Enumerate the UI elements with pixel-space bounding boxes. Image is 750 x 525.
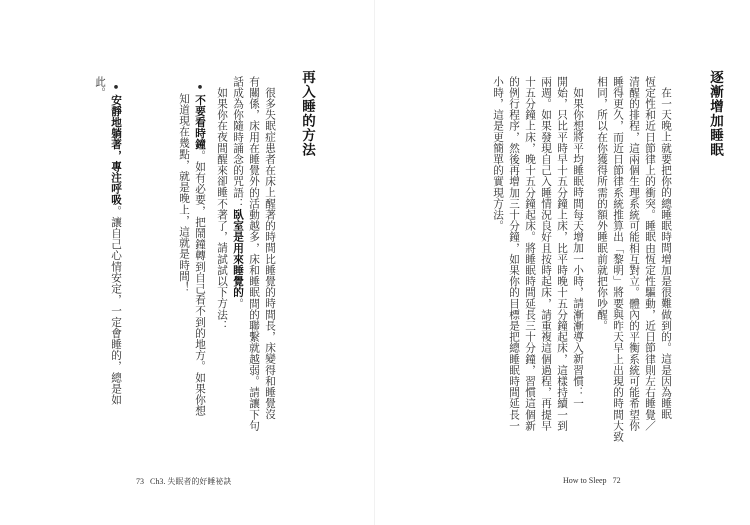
text-fragment: 話成為你隨時誦念的咒語： [232,76,244,210]
text-line: 開始，只比平時早十五分鐘上床，比平時晚十五分鐘起床，這樣持續一到 [556,76,568,432]
text-line: 如果你在夜間醒來卻睡不著了，請試試以下方法： [216,87,228,332]
text-line: 此。 [94,76,106,99]
bullet-item-breath [108,76,124,405]
section-heading-gradual [705,70,725,157]
text-line: 睡得更久，而近日節律系統推算出「黎明」將要與昨天早上出現的時間大致 [612,76,624,443]
text-line: 的例行程序，然後再增加三十分鐘，如果你的目標是把總睡眠時間延長一 [508,76,520,432]
heading-text: 再入睡的方法 [299,70,315,157]
text-fragment: 。 [232,298,244,310]
text-line: 十五分鐘上床，晚十五分鐘起床。將睡眠時間延長三十分鐘，習慣這個新 [524,76,536,432]
folio-right [563,476,627,485]
text-line: 知道現在幾點，就是晚上，這就是時間！ [178,93,190,293]
bullet-marker: • [194,82,206,95]
text-line: 有關係，床用在睡覺外的活動越多，床和睡眠間的聯繫就越弱。請讓下句 [248,76,260,432]
text-line: 清醒的排程，這兩個生理系統可能相互對立。體內的平衡系統可能希望你 [628,76,640,432]
section-heading-resleep [297,70,317,157]
text-fragment: 。 [110,205,122,217]
bullet-title: 安靜地躺著，專注呼吸 [110,94,122,206]
text-fragment: 讓自己心情安定，一定會睡的，總是如 [110,216,122,406]
heading-text: 逐漸增加睡眠 [707,70,723,157]
text-line: 如果你想將平均睡眠時間每天增加一小時，請漸漸導入新習慣：一 [572,87,584,409]
chapter-title: Ch3. 失眠者的好睡祕訣 [150,477,232,486]
mantra-emphasis: 臥室是用來睡覺的 [232,209,244,299]
text-line-mantra [230,76,246,309]
text-line: 小時，這是更簡單的實現方法。 [492,76,504,232]
text-line: 相同，所以在你獲得所需的額外睡眠前就把你吵醒。 [596,76,608,332]
text-line: 恆定性和近日節律上的衝突。睡眠由恆定性驅動，近日節律則左右睡覺／ [644,76,656,432]
bullet-marker: • [110,82,122,95]
page-number: 72 [612,476,621,485]
folio-left [136,476,237,487]
text-line: 在一天晚上就要把你的總睡眠時間增加是很難做到的。這是因為睡眠 [660,87,672,420]
text-line: 兩週。如果發現自己入睡情況良好且按時起床，請重複這個過程，再提早 [540,76,552,432]
text-fragment: 如有必要，把鬧鐘轉到自己看不到的地方。如果你想 [194,161,206,417]
text-fragment: 。 [194,150,206,162]
bullet-item-clock [192,76,208,416]
text-line: 很多失眠症患者在床上醒著的時間比睡覺的時間長，床變得和睡覺沒 [264,87,276,420]
book-title: How to Sleep [563,476,607,485]
bullet-title: 不要看時鐘 [194,94,206,150]
page-number: 73 [136,477,144,486]
